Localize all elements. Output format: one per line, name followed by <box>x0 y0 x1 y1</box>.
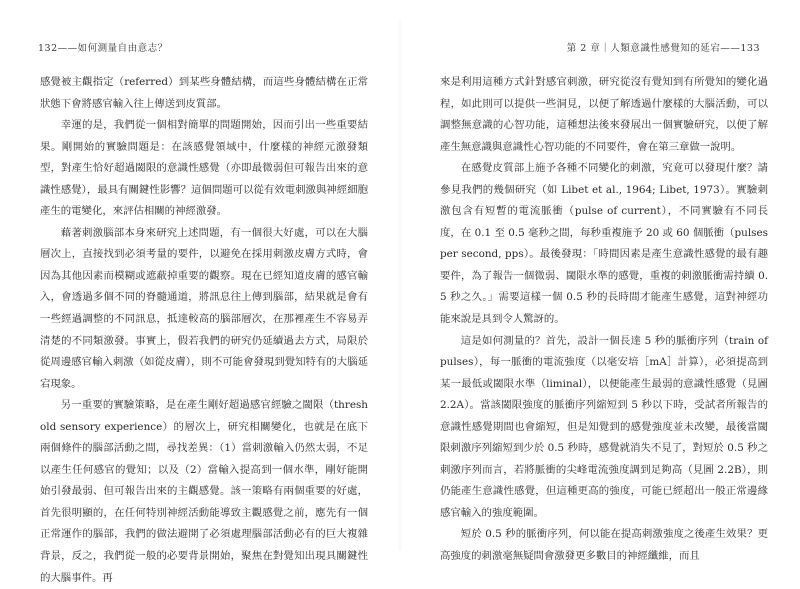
right-page-header: 第 2 章｜人類意識性感覺知的延宕——133 <box>566 43 760 54</box>
left-paragraph-1: 感覺被主觀指定（referred）到某些身體結構，而這些身體結構在正常狀態下會將感官輸入往上傳送到皮質部。 <box>40 76 368 110</box>
left-paragraph-2: 幸運的是，我們從一個相對簡單的問題開始，因而引出一些重要結果。剛開始的實驗問題是：在該感覺領域中，什麼樣的神經元激發類型，對產生恰好超過閾限的意識性感覺（亦即最微弱但可報告出來的意識性感覺），最具有關鍵性影響？這個問題可以從有效電刺激與神經細胞產生的電變化，來評估相關的神經激發。 <box>40 119 368 218</box>
right-paragraph-4: 短於 0.5 秒的脈衝序列，何以能在提高刺激強度之後產生效果？更高強度的刺激毫無疑問會激發更多數目的神經纖維，而且 <box>440 528 768 563</box>
left-paragraph-4: 另一重要的實驗策略，是在產生剛好超過感官經驗之閾限（threshold sensory experience）的層次上，研究相關變化，也就是在底下兩個條件的腦部活動之間，尋找差異：（1）當刺激輸入仍然太弱，不足以產生任何感官的覺知；以及（2）當輸入提高到一個水準，剛好能開始引發最弱、但可報告出來的主觀感覺。該一策略有兩個重要的好處，首先很明顯的，在任何特別神經活動能導致主觀感覺之前，應先有一個正常運作的腦部，我們的做法避開了必須處理腦部活動必有的巨大複雜背景，反之，我們從一般的必要背景開始，聚焦在對覺知出現具關鍵性的大腦事件。再 <box>40 399 368 584</box>
right-paragraph-2: 在感覺皮質部上施予各種不同變化的刺激，究竟可以發現什麼？請參見我們的幾個研究（如 Libet et al., 1964; Libet, 1973）。實驗刺激包含有短暫的電流脈衝（pulse of current），不同實驗有不同長度，在 0.1 至 0.5 毫秒之間，每秒重複施予 20 或 60 個脈衝（pulses per second, pps）。最後發現：「時間因素是產生意識性感覺的最有趣要件，為了報告一個微弱、閾限水準的感覺，重複的刺激脈衝需持續 0.5 秒之久。」需要這樣一個 0.5 秒的長時間才能產生感覺，這對神經功能來說是具到令人驚訝的。 <box>440 162 768 326</box>
left-page-body <box>40 72 368 589</box>
left-paragraph-3: 藉著刺激腦部本身來研究上述問題，有一個很大好處，可以在大腦層次上，直接找到必須考量的要件，以避免在採用刺激皮膚方式時，會因為其他因素而模糊或遮蔽掉重要的觀察。現在已經知道皮膚的感官輸入，會透過多個不同的脊髓通道，將訊息往上傳到腦部，結果就是會有一些經過調整的不同訊息，抵達較高的腦部層次，在那裡產生不容易弄清楚的不同類激發。事實上，假若我們的研究仍延續過去方式，局限於從周邊感官輸入刺激（如從皮膚），則不可能會發現到覺知特有的大腦延宕現象。 <box>40 226 368 390</box>
page-gutter <box>398 20 402 550</box>
right-page-body <box>440 72 768 568</box>
right-paragraph-3: 這是如何測量的？首先，設計一個長達 5 秒的脈衝序列（train of pulses），每一脈衝的電流強度（以毫安培［mA］計算），必須提高到某一最低或閾限水準（liminal），以便能產生最弱的意識性感覺（見圖 2.2A）。當該閾限強度的脈衝序列縮短到 5 秒以下時，受試者所報告的意識性感覺期間也會縮短，但是知覺到的感覺強度並未改變，最後當閾限刺激序列縮短到少於 0.5 秒時，感覺就消失不見了，對短於 0.5 秒之刺激序列而言，若將脈衝的尖峰電流強度調到足夠高（見圖 2.2B），則仍能產生意識性感覺，但這種更高的強度，可能已經超出一般正常邊緣感官輸入的強度範圍。 <box>440 334 768 519</box>
left-page-header: 132——如何測量自由意志？ <box>38 43 168 54</box>
right-paragraph-1: 來是利用這種方式針對感官刺激，研究從沒有覺知到有所覺知的變化過程，如此則可以提供一些洞見，以便了解透過什麼樣的大腦活動，可以調整無意識的心智功能，這種想法後來發展出一個實驗研究，以便了解產生無意識與意識性心智功能的不同要件，會在第三章做一說明。 <box>440 76 768 153</box>
